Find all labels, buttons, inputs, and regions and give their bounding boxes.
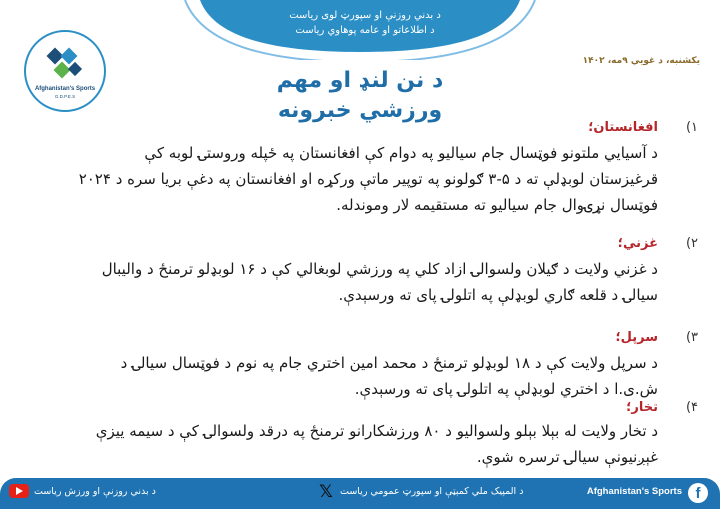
item-body [18,140,658,218]
org-names [250,8,480,38]
body-line: د تخار ولایت له بېلا بېلو ولسوالیو د ۸۰ ورزشکارانو ترمنځ په درقد ولسوالۍ کې د سیمه ییزې [95,422,658,440]
logo-mark-icon [45,46,85,82]
title-line-1: د نن لنډ او مهم [276,68,444,93]
body-line: سیالۍ د قلعه ګاري لوبډلې په اتلولۍ پای ته ورسېدې. [338,286,658,304]
org-line-1: د بدني روزنې او سپورټ لوی ریاست [289,10,441,21]
youtube-icon[interactable] [9,484,29,498]
item-heading: غزني؛ [617,236,658,251]
afghanistan-sports-logo [24,30,106,112]
item-number: ۳) [685,330,698,345]
body-line: غېږنیونې سیالۍ ترسره شوې. [476,448,658,466]
item-number: ۴) [685,400,698,415]
date-label: یکشنبه، د غویي ۹مه، ۱۴۰۲ [582,56,700,66]
org-line-2: د اطلاعاتو او عامه پوهاوي ریاست [295,25,435,36]
logo-sub: G.D.P.E.S [54,94,76,99]
footer-x-label[interactable]: د المپیک ملي کمېټې او سپورټ عمومي ریاست [340,486,524,497]
news-item-1 [18,120,698,214]
item-heading: سرپل؛ [615,330,658,345]
item-body [18,256,658,308]
body-line: ش.ی.ا د اختري لوبډلې په اتلولۍ پای ته ورسېدې. [354,380,658,398]
page-title [180,66,540,126]
logo-name: Afghanistan's Sports [34,86,96,92]
item-body [18,350,658,402]
item-heading: تخار؛ [626,400,658,415]
facebook-icon[interactable]: f [688,483,708,503]
header-band [0,0,720,60]
body-line: د غزني ولایت د ګیلان ولسوالۍ ازاد کلي په ورزشي لوبغالي کې د ۱۶ لوبډلو ترمنځ د والیبال [101,260,658,278]
title-line-2: ورزشي خبرونه [277,98,443,123]
news-item-3 [18,330,698,400]
news-item-4 [18,400,698,472]
body-line: د آسیايي ملتونو فوټسال جام سیالیو په دوام کې افغانستان په ځپله وروستۍ لوبه کې [144,144,658,162]
body-line: قرغیزستان لوبډلې ته د ۵-۳ ګولونو په توپیر ماتې ورکړه او افغانستان په دغې بریا سره د ۲۰۲۴ [78,170,658,188]
item-body [18,418,658,470]
footer-youtube-label[interactable]: د بدني روزنې او ورزش ریاست [34,486,156,497]
footer-facebook-label[interactable]: Afghanistan's Sports [586,486,682,497]
x-icon[interactable]: 𝕏 [319,482,333,502]
news-item-2 [18,236,698,308]
footer-bar [0,478,720,509]
item-number: ۲) [685,236,698,251]
body-line: فوټسال نړۍوال جام سیالیو ته مستقیمه لار وموندله. [336,196,658,214]
item-number: ۱) [685,120,698,135]
item-heading: افغانستان؛ [588,120,658,135]
body-line: د سرپل ولایت کې د ۱۸ لوبډلو ترمنځ د محمد امین اختري جام په نوم د فوټسال سیالۍ د [120,354,658,372]
